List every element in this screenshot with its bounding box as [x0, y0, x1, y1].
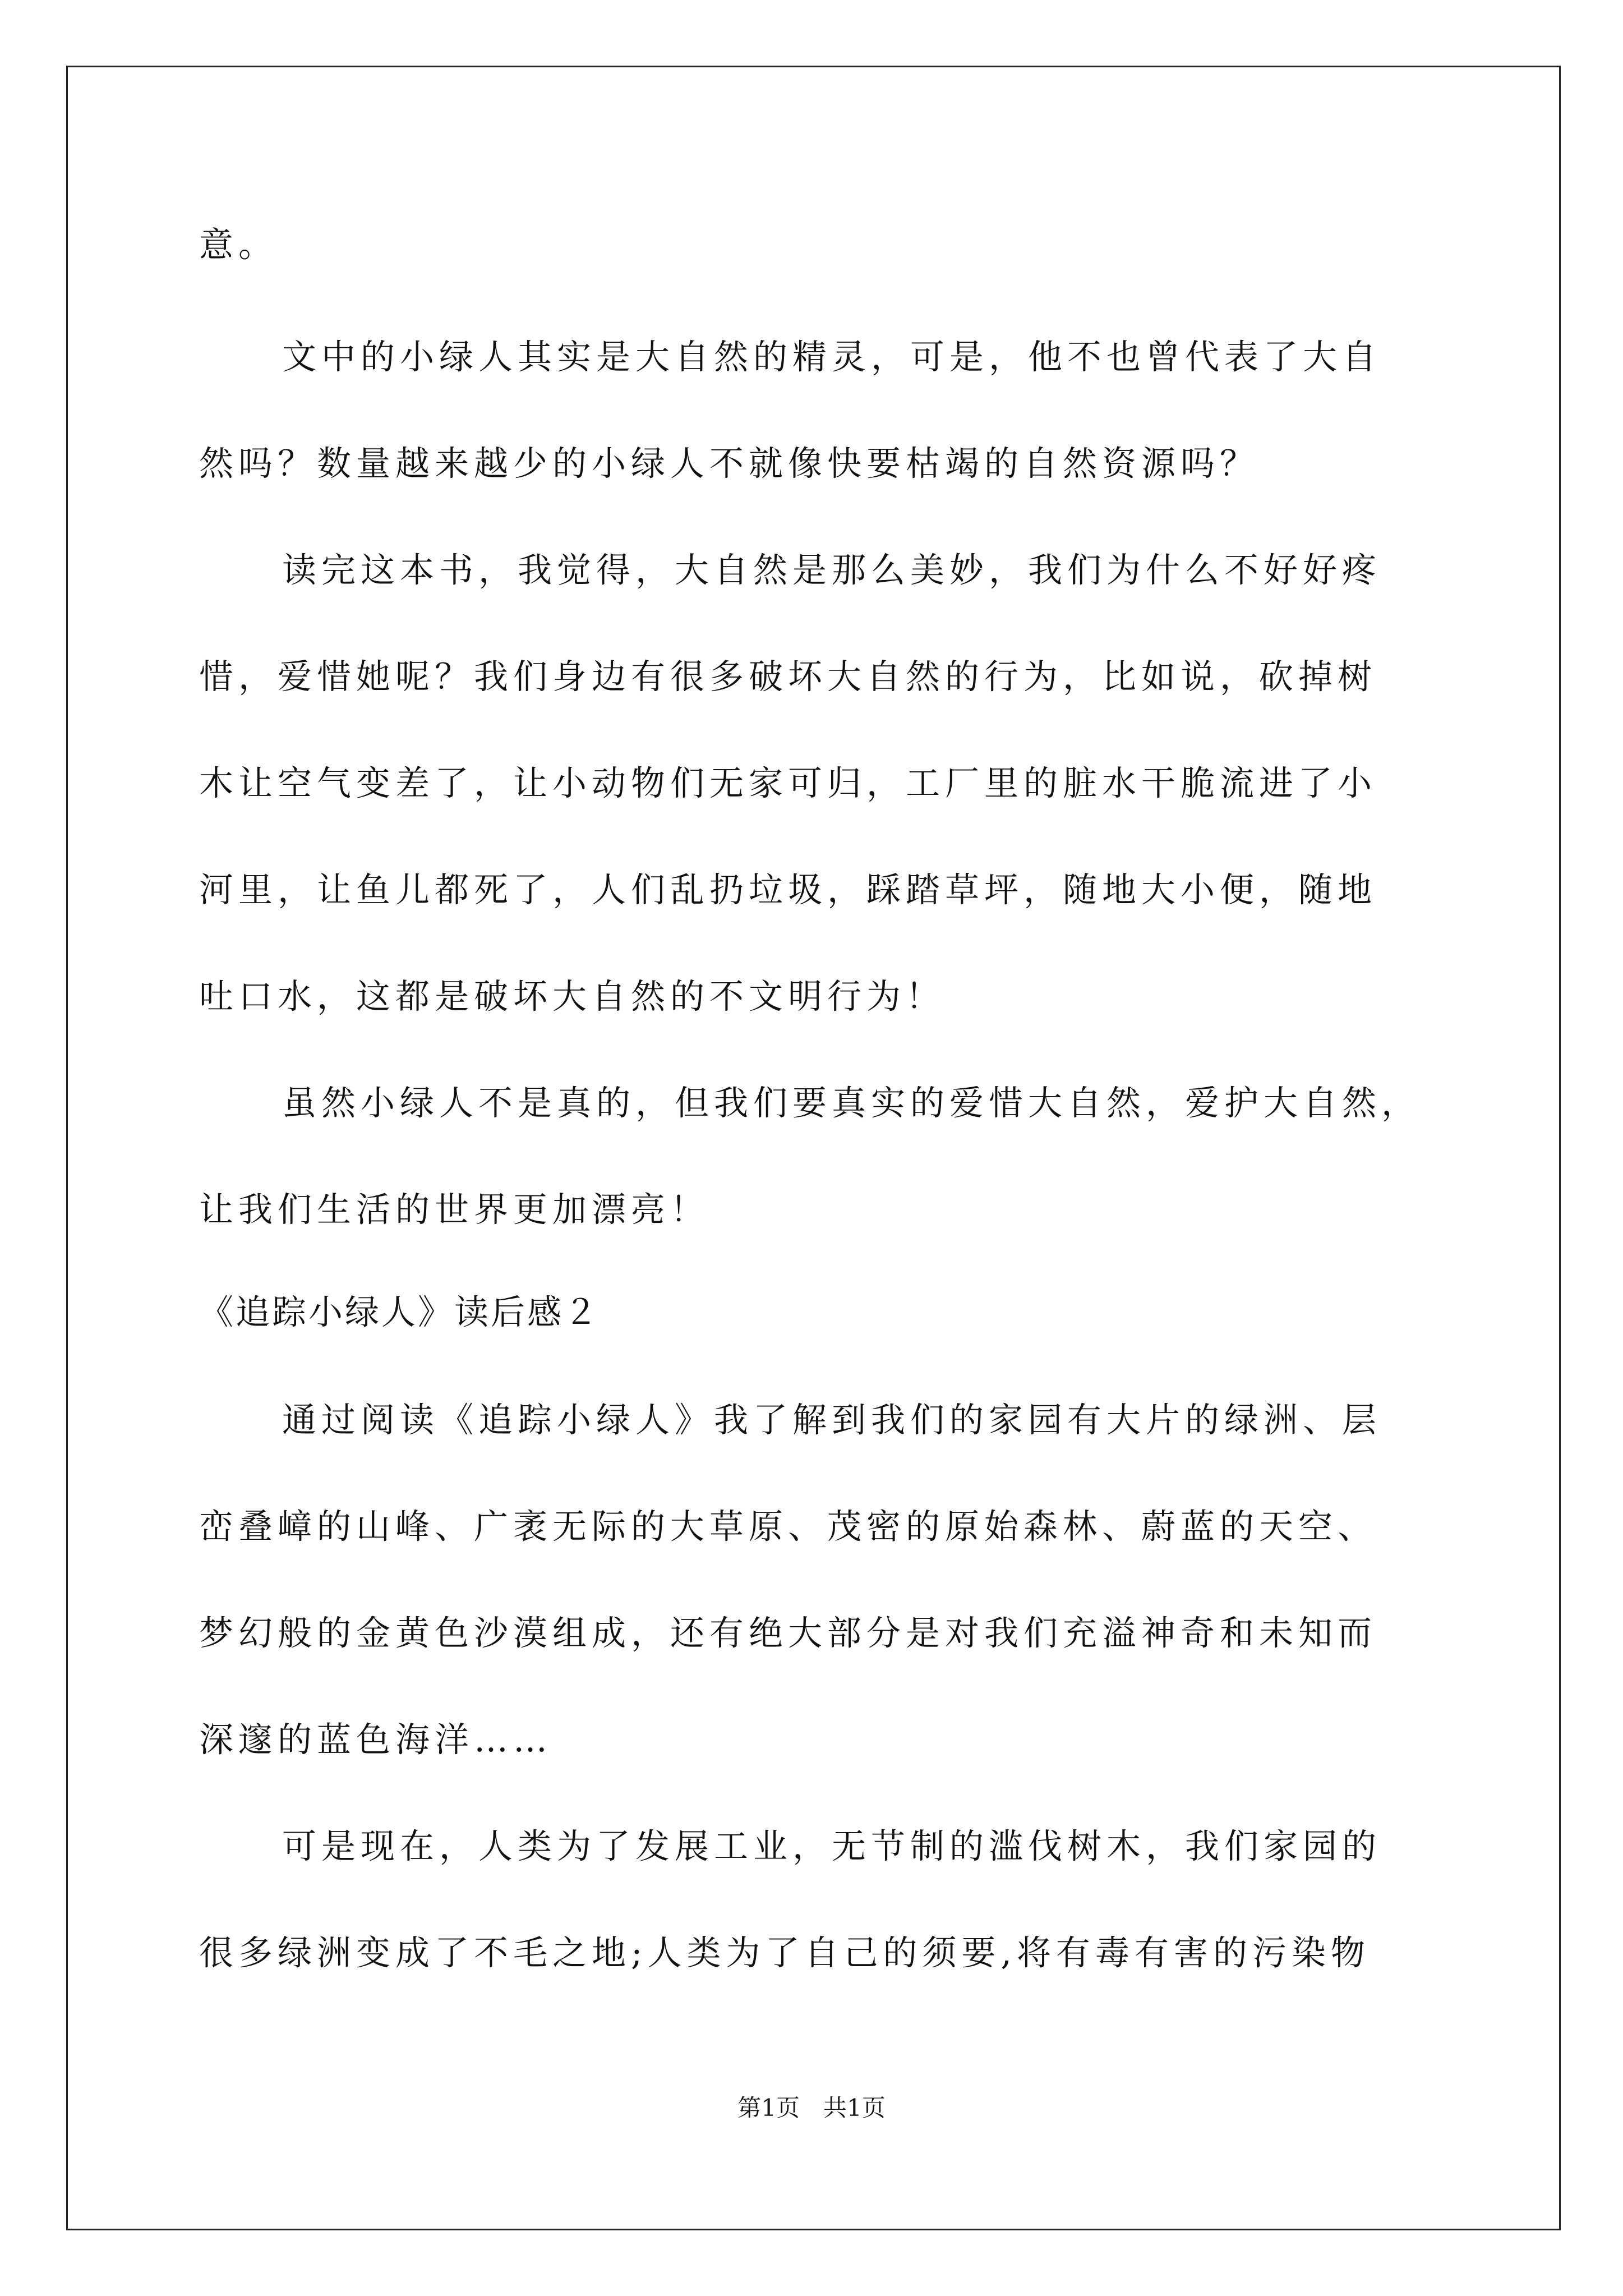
- section-title: 《追踪小绿人》读后感２: [199, 1292, 601, 1332]
- text-line: 很多绿洲变成了不毛之地;人类为了自己的须要,将有毒有害的污染物: [199, 1933, 1370, 1973]
- text-line: 然吗？数量越来越少的小绿人不就像快要枯竭的自然资源吗？: [199, 444, 1260, 484]
- page-footer: 第1页 共1页: [737, 2094, 886, 2122]
- text-line: 峦叠嶂的山峰、广袤无际的大草原、茂密的原始森林、蔚蓝的天空、: [199, 1507, 1377, 1547]
- page-border: [66, 66, 1561, 2230]
- text-line: 虽然小绿人不是真的，但我们要真实的爱惜大自然，爱护大自然，: [282, 1083, 1421, 1123]
- text-line: 惜，爱惜她呢？我们身边有很多破坏大自然的行为，比如说，砍掉树: [199, 657, 1377, 697]
- text-line: 木让空气变差了，让小动物们无家可归，工厂里的脏水干脆流进了小: [199, 763, 1377, 803]
- text-line: 通过阅读《追踪小绿人》我了解到我们的家园有大片的绿洲、层: [282, 1400, 1382, 1440]
- text-line: 读完这本书，我觉得，大自然是那么美妙，我们为什么不好好疼: [282, 550, 1382, 590]
- text-line: 意。: [199, 225, 278, 265]
- text-line: 深邃的蓝色海洋……: [199, 1720, 553, 1760]
- text-line: 让我们生活的世界更加漂亮！: [199, 1190, 710, 1230]
- text-line: 可是现在，人类为了发展工业，无节制的滥伐树木，我们家园的: [282, 1826, 1382, 1866]
- text-line: 梦幻般的金黄色沙漠组成，还有绝大部分是对我们充溢神奇和未知而: [199, 1613, 1377, 1653]
- text-line: 河里，让鱼儿都死了，人们乱扔垃圾，踩踏草坪，随地大小便，随地: [199, 870, 1377, 910]
- text-line: 文中的小绿人其实是大自然的精灵，可是，他不也曾代表了大自: [282, 337, 1382, 377]
- text-line: 吐口水，这都是破坏大自然的不文明行为！: [199, 977, 946, 1016]
